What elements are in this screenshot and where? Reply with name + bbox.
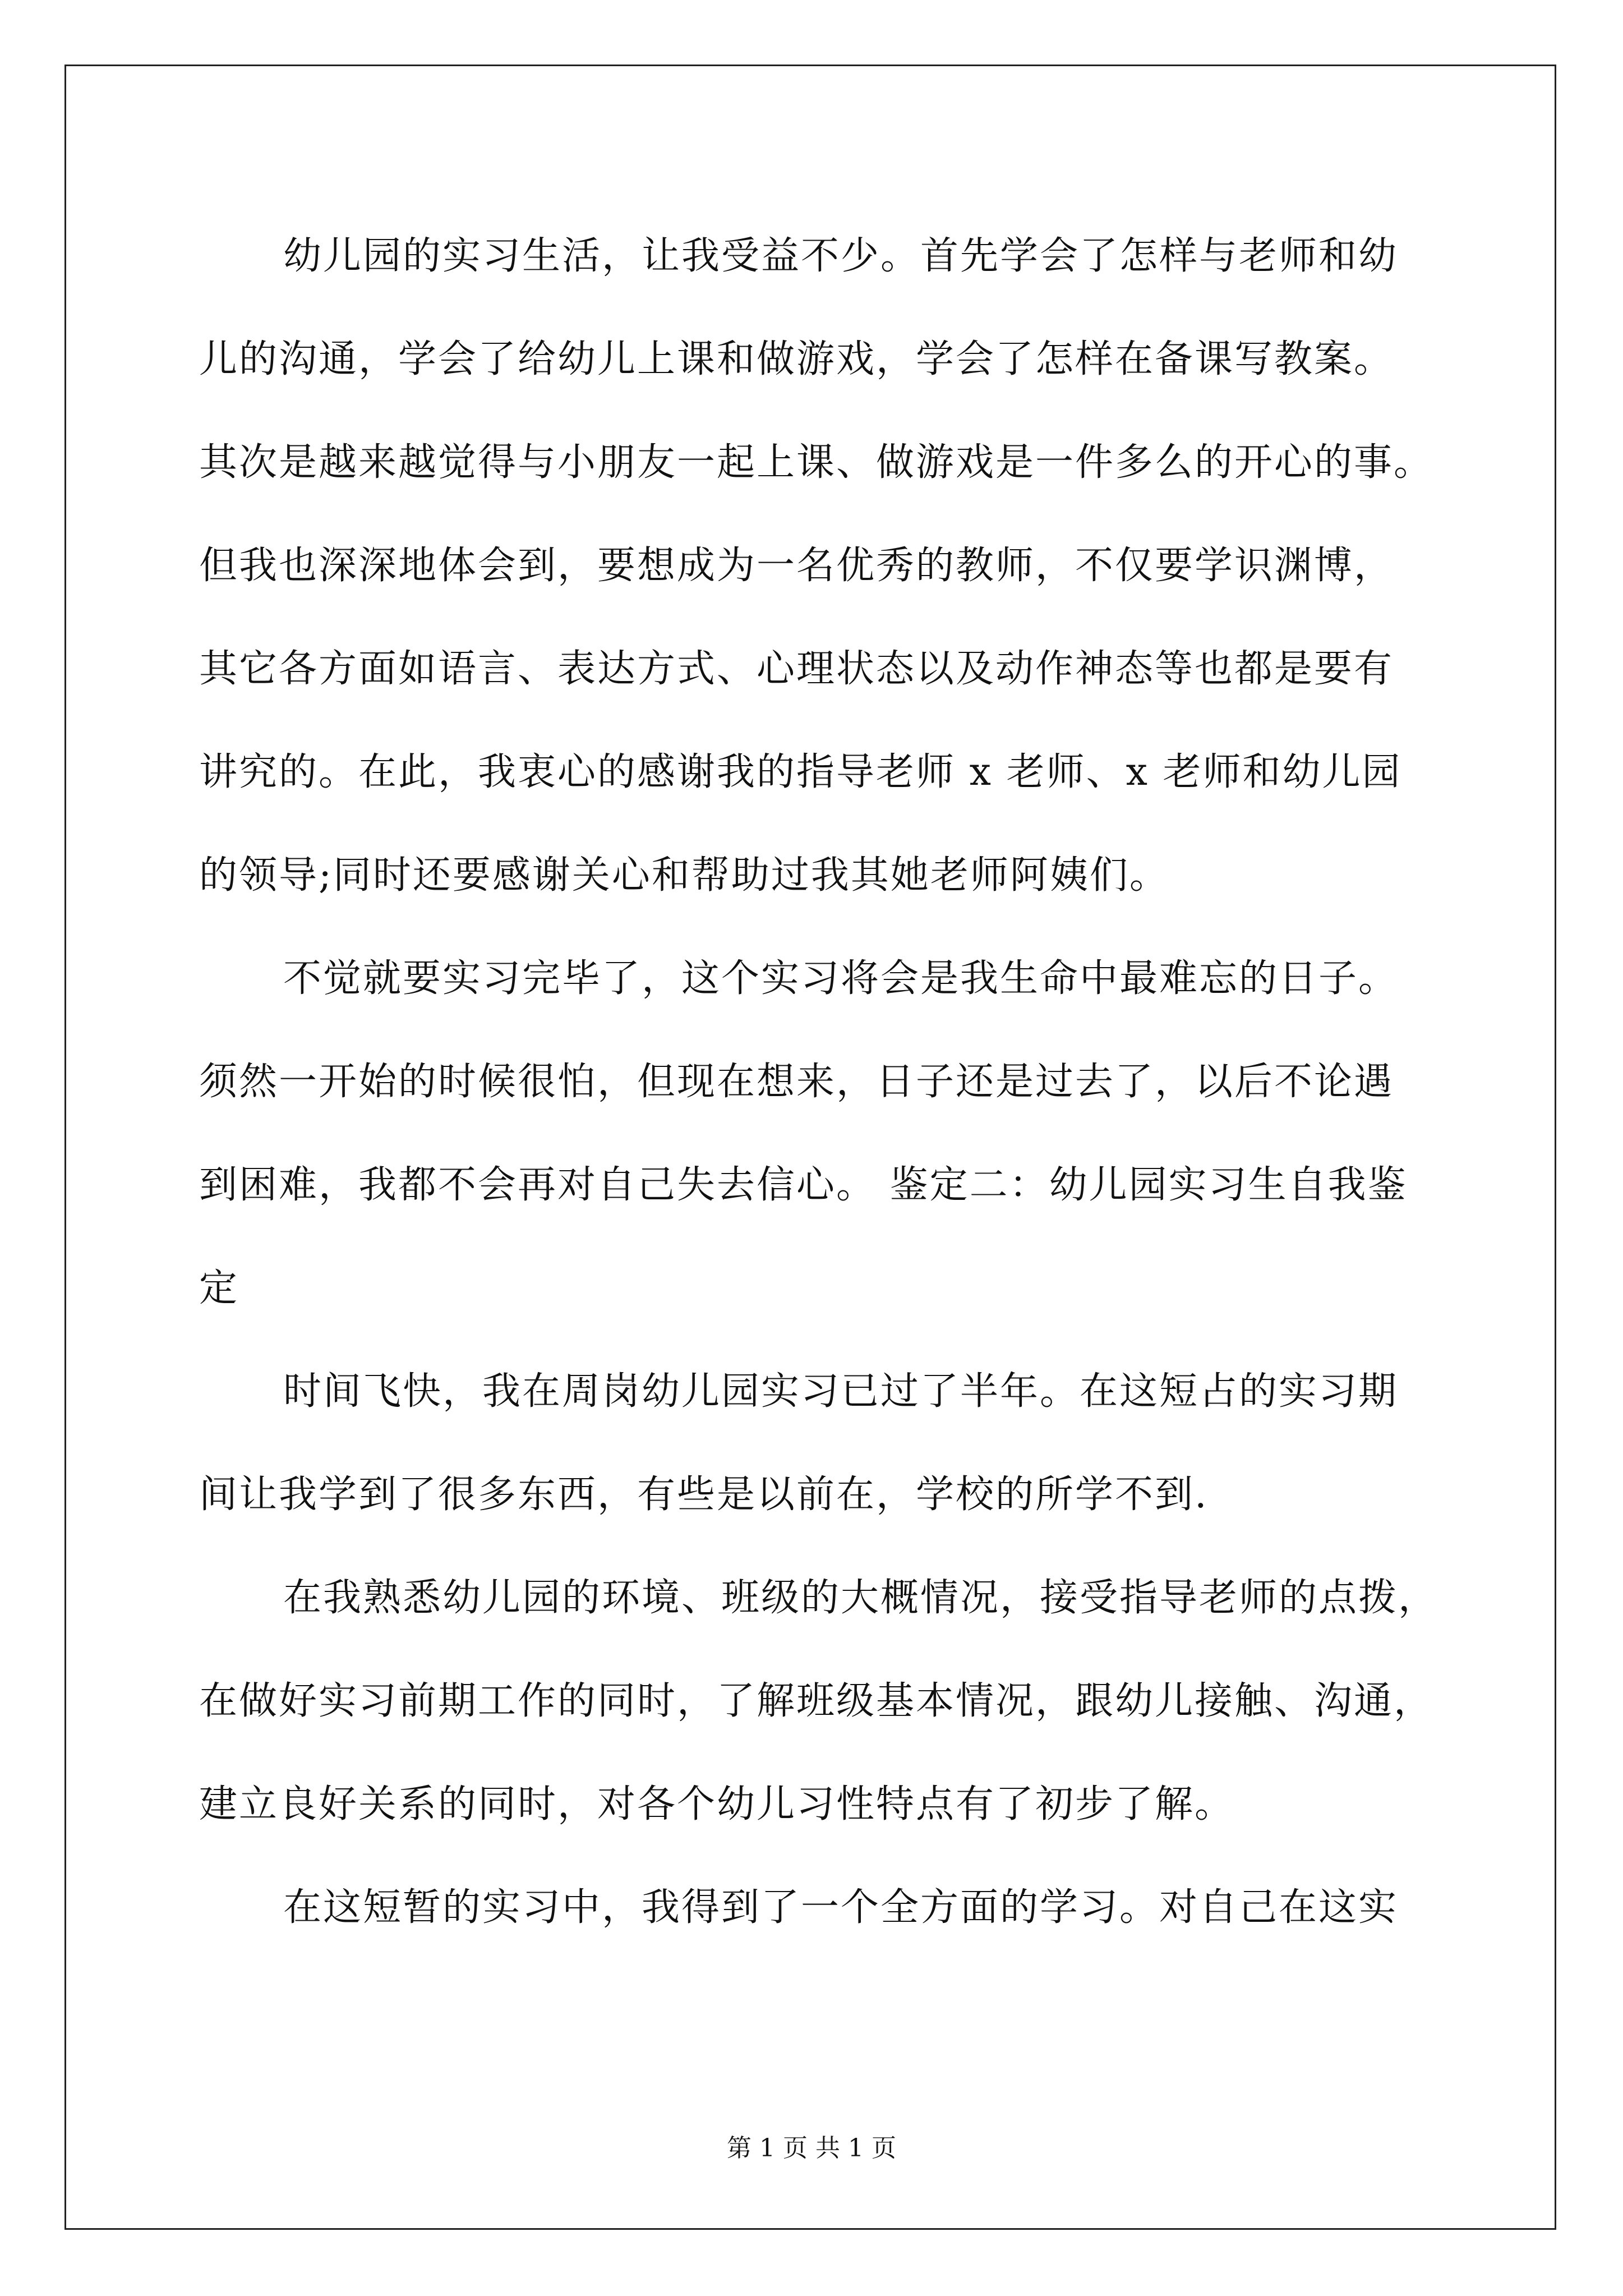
text-line: 在做好实习前期工作的同时，了解班级基本情况，跟幼儿接触、沟通， bbox=[199, 1679, 1434, 1723]
text-line: 间让我学到了很多东西，有些是以前在，学校的所学不到. bbox=[199, 1473, 1209, 1517]
text-line: 不觉就要实习完毕了，这个实习将会是我生命中最难忘的日子。 bbox=[283, 956, 1399, 1001]
text-line: 儿的沟通，学会了给幼儿上课和做游戏，学会了怎样在备课写教案。 bbox=[199, 337, 1394, 381]
text-line: 到困难，我都不会再对自己失去信心。 鉴定二：幼儿园实习生自我鉴 bbox=[199, 1163, 1408, 1207]
text-line: 其次是越来越觉得与小朋友一起上课、做游戏是一件多么的开心的事。 bbox=[199, 440, 1434, 485]
text-line: 建立良好关系的同时，对各个幼儿习性特点有了初步了解。 bbox=[199, 1782, 1235, 1826]
page-footer: 第 1 页 共 1 页 bbox=[727, 2134, 896, 2162]
text-line: 但我也深深地体会到，要想成为一名优秀的教师，不仅要学识渊博， bbox=[199, 544, 1394, 588]
text-line: 定 bbox=[199, 1266, 239, 1310]
text-line: 时间飞快，我在周岗幼儿园实习已过了半年。在这短占的实习期 bbox=[283, 1369, 1399, 1414]
document-body bbox=[199, 205, 1438, 1959]
text-line: 讲究的。在此，我衷心的感谢我的指导老师 x 老师、x 老师和幼儿园 bbox=[199, 750, 1402, 794]
text-line: 在这短暂的实习中，我得到了一个全方面的学习。对自己在这实 bbox=[283, 1885, 1399, 1930]
text-line: 在我熟悉幼儿园的环境、班级的大概情况，接受指导老师的点拨， bbox=[283, 1576, 1438, 1620]
text-line: 须然一开始的时候很怕，但现在想来，日子还是过去了，以后不论遇 bbox=[199, 1060, 1394, 1104]
text-line: 其它各方面如语言、表达方式、心理状态以及动作神态等也都是要有 bbox=[199, 647, 1394, 691]
text-line: 幼儿园的实习生活，让我受益不少。首先学会了怎样与老师和幼 bbox=[283, 234, 1399, 278]
text-line: 的领导;同时还要感谢关心和帮助过我其她老师阿姨们。 bbox=[199, 853, 1169, 898]
